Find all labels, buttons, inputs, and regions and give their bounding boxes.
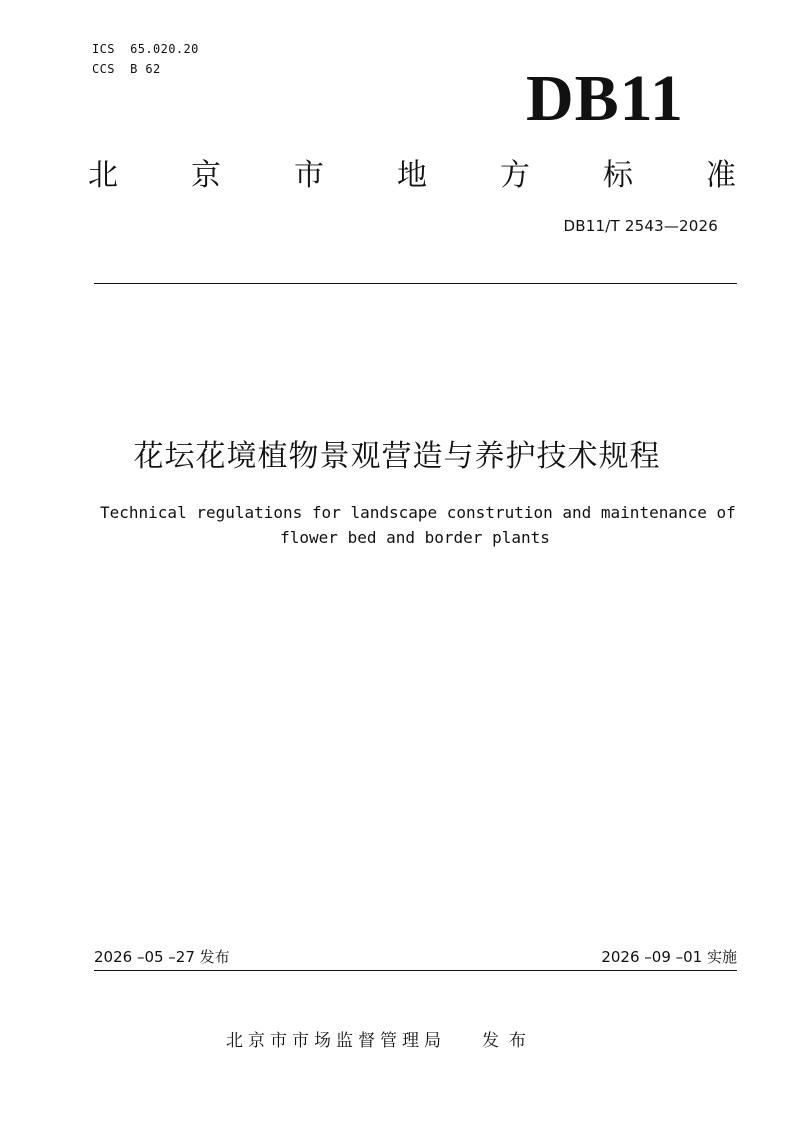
date-row bbox=[94, 946, 737, 967]
ccs-code: CCS B 62 bbox=[92, 62, 161, 76]
ics-code: ICS 65.020.20 bbox=[92, 42, 199, 56]
standard-type-char: 北 bbox=[88, 158, 118, 193]
classification-codes bbox=[92, 39, 199, 79]
issuer-action: 发布 bbox=[482, 1031, 536, 1051]
title-english bbox=[100, 500, 736, 550]
implementation-date: 2026 –09 –01 实施 bbox=[601, 948, 737, 966]
standard-type-char: 准 bbox=[706, 158, 736, 193]
standard-type-char: 京 bbox=[191, 158, 221, 193]
standard-type bbox=[88, 152, 736, 192]
release-date: 2026 –05 –27 发布 bbox=[94, 948, 230, 966]
issuer-name: 北京市市场监督管理局 bbox=[226, 1031, 446, 1051]
standard-type-char: 标 bbox=[603, 158, 633, 193]
issuer bbox=[226, 1026, 536, 1051]
title-english-line: flower bed and border plants bbox=[280, 528, 550, 547]
title-english-line: Technical regulations for landscape constrution and maintenance of bbox=[100, 503, 736, 522]
bottom-divider bbox=[94, 970, 737, 971]
standard-type-char: 市 bbox=[294, 158, 324, 193]
top-divider bbox=[94, 283, 737, 284]
standard-mark: DB11 bbox=[525, 62, 684, 135]
title-chinese: 花坛花境植物景观营造与养护技术规程 bbox=[133, 439, 661, 474]
standard-number: DB11/T 2543—2026 bbox=[563, 217, 718, 235]
standard-type-char: 地 bbox=[397, 158, 427, 193]
standard-type-char: 方 bbox=[500, 158, 530, 193]
